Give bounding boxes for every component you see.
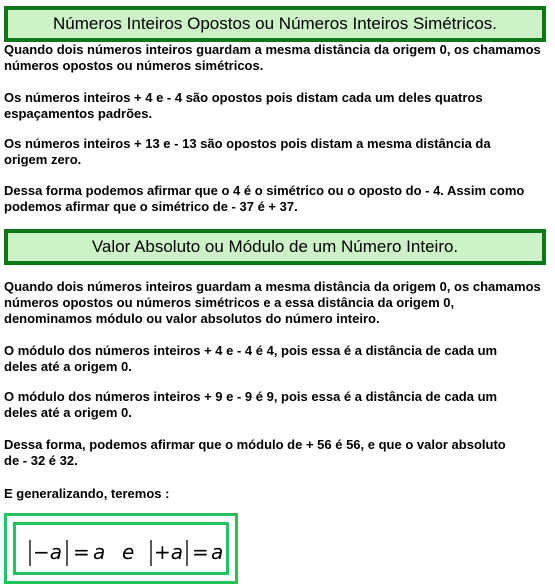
paragraph: Dessa forma podemos afirmar que o 4 é o simétrico ou o oposto do - 4. Assim como podemos afirmar que o simétrico de - 37 é + 37. (4, 183, 525, 214)
section-heading-absolute-value (4, 229, 546, 265)
section-title: Números Inteiros Opostos ou Números Inteiros Simétricos. (52, 14, 498, 33)
formula-rhs: a (211, 540, 224, 564)
formula-equals: = (192, 540, 209, 564)
formula-conjunction: e (122, 540, 135, 564)
formula-box (13, 522, 229, 575)
section-title: Valor Absoluto ou Módulo de um Número Inteiro. (91, 237, 459, 256)
formula-left-expr: −a (33, 540, 63, 564)
formula-equals: = (73, 540, 90, 564)
paragraph: O módulo dos números inteiros + 4 e - 4 é 4, pois essa é a distância de cada um deles até a origem 0. (4, 343, 498, 374)
paragraph: Os números inteiros + 4 e - 4 são opostos pois distam cada um deles quatros espaçamentos padrões. (4, 90, 483, 121)
formula-right-expr: +a (154, 540, 184, 564)
paragraph: Quando dois números inteiros guardam a mesma distância da origem 0, os chamamos números opostos ou números simétricos e a essa distância da origem 0, denominamos módulo ou valor absolutos do número inteiro. (4, 279, 541, 326)
formula-rhs: a (93, 540, 106, 564)
formula-graphic (16, 525, 226, 572)
paragraph: Quando dois números inteiros guardam a mesma distância da origem 0, os chamamos números opostos ou números simétricos. (4, 42, 541, 73)
paragraph: Os números inteiros + 13 e - 13 são opostos pois distam a mesma distância da origem zero. (4, 136, 491, 167)
formula-frame (4, 513, 238, 584)
section-heading-opposites (4, 6, 546, 42)
paragraph: Dessa forma, podemos afirmar que o módulo de + 56 é 56, e que o valor absoluto de - 32 é 32. (4, 437, 506, 468)
paragraph: O módulo dos números inteiros + 9 e - 9 é 9, pois essa é a distância de cada um deles até a origem 0. (4, 389, 498, 420)
paragraph: E generalizando, teremos : (4, 486, 170, 501)
